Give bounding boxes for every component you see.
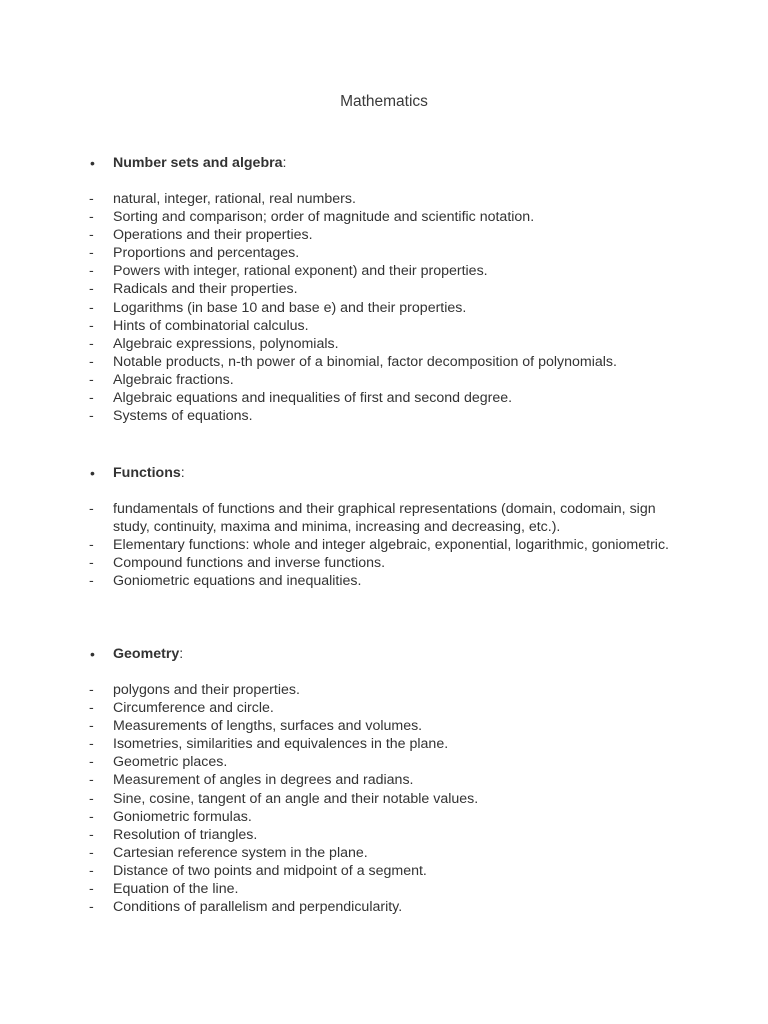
topic-list [88,681,688,916]
list-item: - Isometries, similarities and equivalences in the plane. [88,735,688,753]
bullet-icon: • [90,646,95,662]
section-heading-colon: : [180,465,185,481]
list-item: - Measurements of lengths, surfaces and volumes. [88,717,688,735]
section-heading-colon: : [282,155,287,171]
topic-list [88,500,688,590]
list-item: - Resolution of triangles. [88,826,688,844]
list-item: - Conditions of parallelism and perpendicularity. [88,898,688,916]
list-item: - polygons and their properties. [88,681,688,699]
list-item: - Algebraic equations and inequalities of first and second degree. [88,389,688,407]
list-item: - Sine, cosine, tangent of an angle and their notable values. [88,790,688,808]
list-item: - Goniometric equations and inequalities. [88,572,673,590]
bullet-icon: • [90,465,95,481]
section-heading [88,464,688,482]
list-item: - fundamentals of functions and their graphical representations (domain, codomain, sign study, continuity, maxima and minima, increasing and decreasing, etc.). [88,500,673,536]
list-item: - Proportions and percentages. [88,244,688,262]
list-item: - Goniometric formulas. [88,808,688,826]
list-item: - Sorting and comparison; order of magnitude and scientific notation. [88,208,688,226]
section-heading-label: Number sets and algebra [113,155,283,171]
section-heading [88,154,688,172]
list-item: - natural, integer, rational, real numbers. [88,190,688,208]
list-item: - Elementary functions: whole and integer algebraic, exponential, logarithmic, goniometric. [88,536,673,554]
list-item: - Cartesian reference system in the plane. [88,844,688,862]
section-heading-colon: : [179,646,184,662]
list-item: - Radicals and their properties. [88,280,688,298]
list-item: - Algebraic expressions, polynomials. [88,335,688,353]
list-item: - Powers with integer, rational exponent) and their properties. [88,262,688,280]
page-title: Mathematics [340,93,428,110]
section-geometry [88,645,688,916]
list-item: - Compound functions and inverse functions. [88,554,673,572]
list-item: - Distance of two points and midpoint of a segment. [88,862,688,880]
list-item: - Geometric places. [88,753,688,771]
list-item: - Measurement of angles in degrees and radians. [88,771,688,789]
bullet-icon: • [90,155,95,171]
section-heading-label: Geometry [113,646,180,662]
topic-list [88,190,688,425]
list-item: - Operations and their properties. [88,226,688,244]
list-item: - Circumference and circle. [88,699,688,717]
section-functions [88,464,688,590]
section-heading [88,645,688,663]
section-heading-label: Functions [113,465,181,481]
list-item: - Systems of equations. [88,407,688,425]
list-item: - Equation of the line. [88,880,688,898]
section-number-sets-and-algebra [88,154,688,425]
list-item: - Hints of combinatorial calculus. [88,317,688,335]
list-item: - Notable products, n-th power of a binomial, factor decomposition of polynomials. [88,353,688,371]
list-item: - Logarithms (in base 10 and base e) and their properties. [88,299,688,317]
list-item: - Algebraic fractions. [88,371,688,389]
